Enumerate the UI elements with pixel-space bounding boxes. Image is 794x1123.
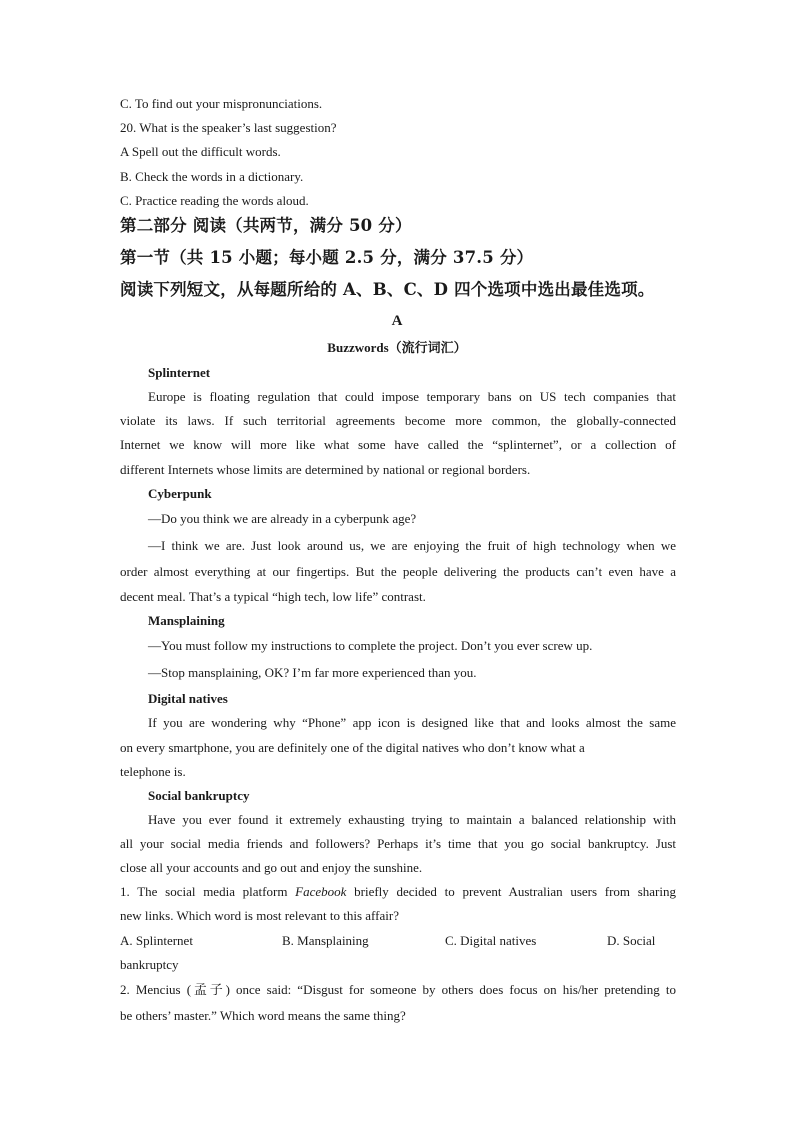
q1-option-a: A. Splinternet: [120, 933, 193, 948]
body-line: telephone is.: [120, 764, 186, 779]
body-line: different Internets whose limits are determined by national or regional borders.: [120, 462, 531, 477]
body-line: If you are wondering why “Phone” app icon is designed like that and looks almost the same: [148, 715, 676, 730]
section-heading: Social bankruptcy: [148, 788, 250, 803]
q1-option-d: D. Social: [607, 933, 656, 948]
body-line: Internet we know will more like what some have called the “splinternet”, or a collection of: [120, 437, 676, 452]
q1-stem-suffix: briefly decided to prevent Australian users from sharing: [346, 884, 677, 899]
passage-title: Buzzwords（流行词汇）: [327, 340, 467, 355]
q1-option-d-wrap: bankruptcy: [120, 957, 179, 972]
section-heading: Splinternet: [148, 365, 211, 380]
q2-stem-line2: be others’ master.” Which word means the same thing?: [120, 1008, 406, 1023]
q1-option-c: C. Digital natives: [445, 933, 537, 948]
dialogue-line: —Stop mansplaining, OK? I’m far more experienced than you.: [148, 665, 477, 680]
section-title: 第一节（共 15 小题；每小题 2.5 分，满分 37.5 分）: [120, 248, 534, 267]
body-line: violate its laws. If such territorial agreements become more common, the globally-connected: [120, 413, 676, 428]
q2-stem-line1: 2. Mencius (孟子) once said: “Disgust for someone by others does focus on his/her pretending to: [120, 982, 676, 997]
section-heading: Mansplaining: [148, 613, 225, 628]
dialogue-line: —You must follow my instructions to complete the project. Don’t you ever screw up.: [148, 638, 593, 653]
dialogue-line: —I think we are. Just look around us, we are enjoying the fruit of high technology when we: [148, 538, 676, 553]
q20-option-c: C. Practice reading the words aloud.: [120, 193, 309, 208]
q1-stem-prefix: 1. The social media platform: [120, 884, 296, 899]
section-heading: Digital natives: [148, 691, 228, 706]
body-line: Europe is floating regulation that could impose temporary bans on US tech companies that: [148, 389, 676, 404]
q19-option-c: C. To find out your mispronunciations.: [120, 96, 323, 111]
q1-stem-italic: Facebook: [295, 884, 347, 899]
dialogue-line: —Do you think we are already in a cyberpunk age?: [148, 511, 417, 526]
body-line: close all your accounts and go out and enjoy the sunshine.: [120, 860, 423, 875]
body-line: on every smartphone, you are definitely one of the digital natives who don’t know what a: [120, 740, 585, 755]
q20-question: 20. What is the speaker’s last suggestion?: [120, 120, 337, 135]
passage-letter: A: [391, 313, 403, 329]
q1-stem-line2: new links. Which word is most relevant to this affair?: [120, 908, 399, 923]
body-line: Have you ever found it extremely exhausting trying to maintain a balanced relationship with: [148, 812, 676, 827]
reading-instruction: 阅读下列短文，从每题所给的 A、B、C、D 四个选项中选出最佳选项。: [120, 280, 655, 299]
body-line: order almost everything at our fingertips. But the people delivering the products can’t even have a: [120, 564, 676, 579]
section-heading: Cyberpunk: [148, 486, 212, 501]
part-title: 第二部分 阅读（共两节，满分 50 分）: [120, 216, 412, 235]
q20-option-b: B. Check the words in a dictionary.: [120, 169, 304, 184]
q1-stem-line1: [120, 883, 676, 901]
q20-option-a: A Spell out the difficult words.: [120, 144, 281, 159]
body-line: decent meal. That’s a typical “high tech, low life” contrast.: [120, 589, 426, 604]
q1-option-b: B. Mansplaining: [282, 933, 369, 948]
body-line: all your social media friends and followers? Perhaps it’s time that you go social bankruptcy. Just: [120, 836, 676, 851]
